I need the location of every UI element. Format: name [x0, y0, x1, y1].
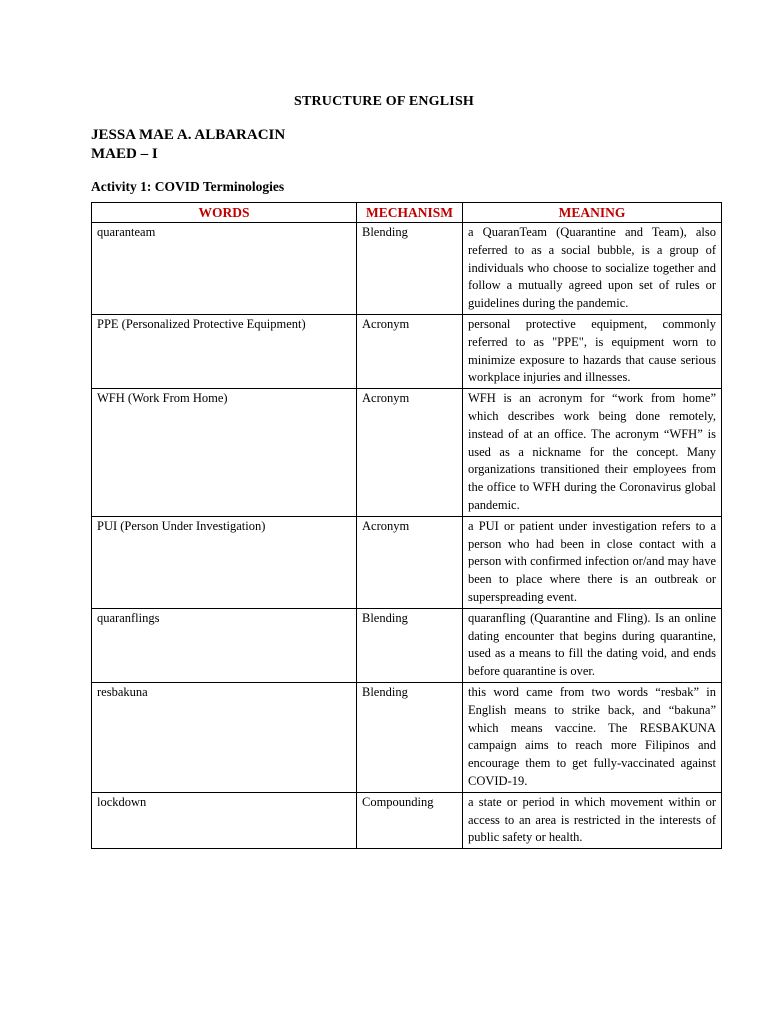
mechanism-cell: Acronym: [357, 516, 463, 608]
header-meaning: MEANING: [463, 203, 722, 223]
author-name: JESSA MAE A. ALBARACIN: [91, 127, 286, 143]
mechanism-cell: Blending: [357, 608, 463, 682]
meaning-cell: WFH is an acronym for “work from home” which describes work being done remotely, instead of at an office. The acronym “WFH” is used as a nickname for the concept. Many organizations transitioned their employees from the office to WFH during the Coronavirus global pandemic.: [463, 389, 722, 517]
table-row: [92, 223, 722, 315]
table-row: [92, 389, 722, 517]
mechanism-cell: Blending: [357, 223, 463, 315]
word-cell: quaranflings: [92, 608, 357, 682]
table-row: [92, 792, 722, 848]
meaning-cell: personal protective equipment, commonly referred to as "PPE", is equipment worn to minimize exposure to hazards that cause serious workplace injuries and illnesses.: [463, 314, 722, 388]
word-cell: quaranteam: [92, 223, 357, 315]
terminology-table: [91, 202, 722, 849]
table-row: [92, 314, 722, 388]
header-mechanism: MECHANISM: [357, 203, 463, 223]
meaning-cell: a PUI or patient under investigation refers to a person who had been in close contact with a person with confirmed infection or/and may have been to place where there is an outbreak or superspreading event.: [463, 516, 722, 608]
word-cell: WFH (Work From Home): [92, 389, 357, 517]
activity-heading: Activity 1: COVID Terminologies: [91, 179, 285, 194]
table-header-row: [92, 203, 722, 223]
meaning-cell: quaranfling (Quarantine and Fling). Is an online dating encounter that begins during quarantine, used as a means to fill the dating void, and ends before quarantine is over.: [463, 608, 722, 682]
mechanism-cell: Compounding: [357, 792, 463, 848]
word-cell: PUI (Person Under Investigation): [92, 516, 357, 608]
word-cell: PPE (Personalized Protective Equipment): [92, 314, 357, 388]
table-row: [92, 682, 722, 792]
table-row: [92, 516, 722, 608]
word-cell: resbakuna: [92, 682, 357, 792]
mechanism-cell: Acronym: [357, 314, 463, 388]
mechanism-cell: Blending: [357, 682, 463, 792]
mechanism-cell: Acronym: [357, 389, 463, 517]
meaning-cell: a QuaranTeam (Quarantine and Team), also referred to as a social bubble, is a group of individuals who choose to socialize together and follow a mutually agreed upon set of rules or guidelines during the pandemic.: [463, 223, 722, 315]
meaning-cell: a state or period in which movement within or access to an area is restricted in the interests of public safety or health.: [463, 792, 722, 848]
meaning-cell: this word came from two words “resbak” in English means to strike back, and “bakuna” which means vaccine. The RESBAKUNA campaign aims to reach more Filipinos and encourage them to get fully-vaccinated against COVID-19.: [463, 682, 722, 792]
document-title: STRUCTURE OF ENGLISH: [293, 94, 475, 109]
course-label: MAED – I: [91, 146, 158, 162]
table-row: [92, 608, 722, 682]
word-cell: lockdown: [92, 792, 357, 848]
header-words: WORDS: [92, 203, 357, 223]
